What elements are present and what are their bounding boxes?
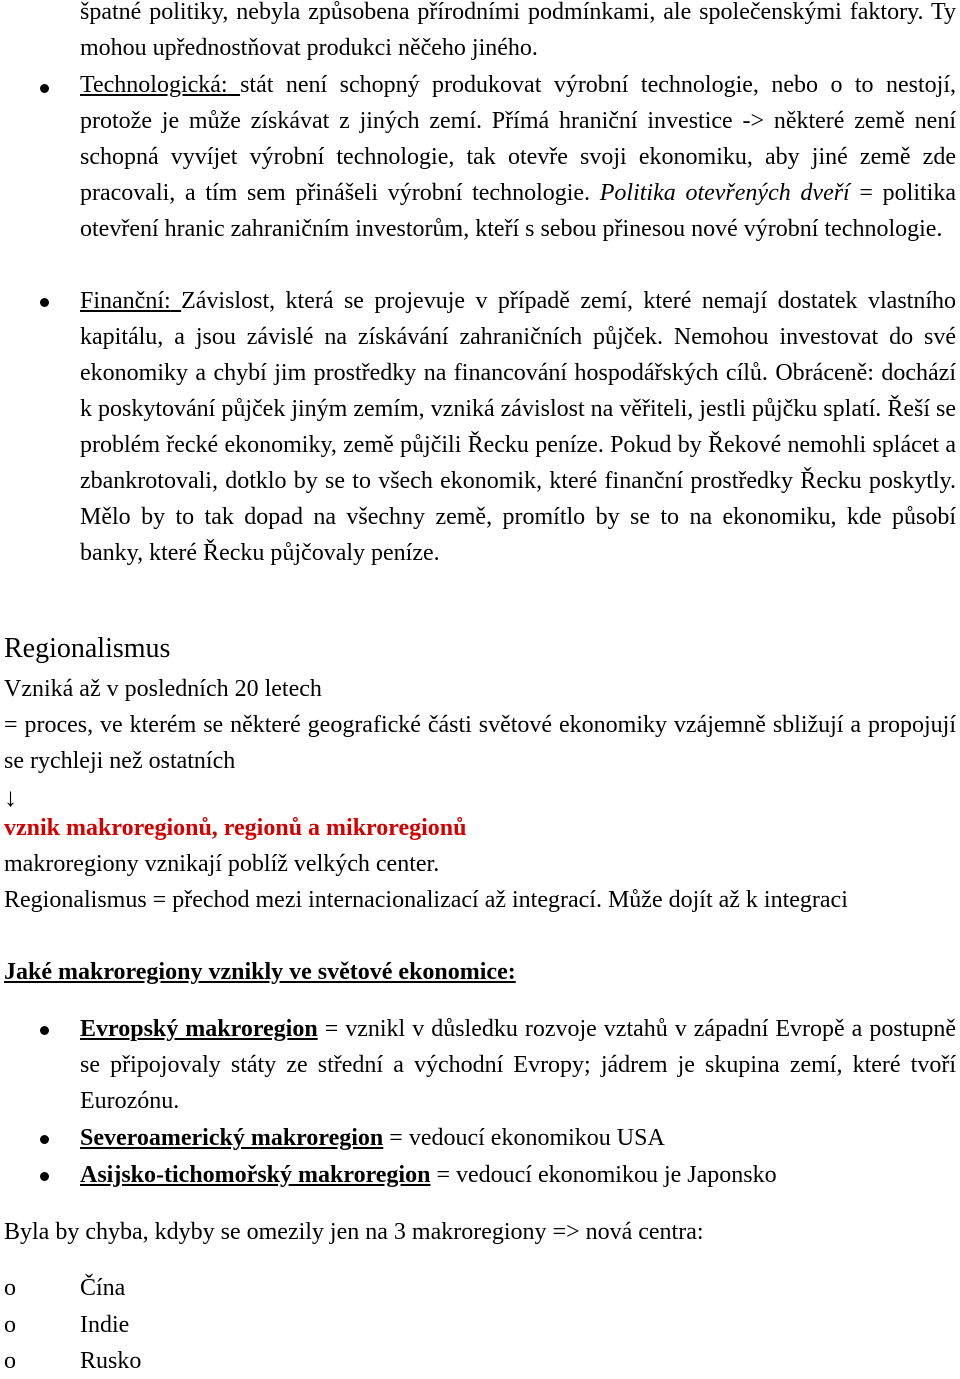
bullet-icon: [40, 84, 49, 93]
list-item-center: Rusko: [80, 1348, 142, 1374]
macroregion-note: makroregiony vznikají poblíž velkých center.: [4, 851, 440, 877]
intro-line: Vzniká až v posledních 20 letech: [4, 676, 322, 702]
arrow-down-icon: ↓: [4, 783, 17, 812]
technological-text-2: = politika otevření hranic zahraničním investorům, kteří s sebou přinesou nové výrobní technologie.: [80, 180, 956, 242]
region-text: = vznikl v důsledku rozvoje vztahů v západní Evropě a postupně se připojovaly státy ze střední a východní Evropy; jádrem je skupina zemí, které tvoří Eurozónu.: [80, 1016, 956, 1114]
highlight-line: vznik makroregionů, regionů a mikroregionů: [4, 815, 467, 841]
section-heading: Regionalismus: [4, 633, 171, 664]
list-item-region: [80, 1011, 956, 1119]
region-term: Evropský makroregion: [80, 1016, 318, 1042]
list-item-region: [80, 1157, 956, 1193]
subheading: Jaké makroregiony vznikly ve světové ekonomice:: [4, 959, 516, 985]
open-door-policy-term: Politika otevřených dveří: [599, 180, 850, 206]
list-item-region: [80, 1120, 956, 1156]
bullet-icon: [40, 1172, 49, 1181]
list-item-financial: [80, 283, 956, 571]
circle-bullet-icon: o: [4, 1312, 16, 1338]
bullet-icon: [40, 1135, 49, 1144]
region-text: = vedoucí ekonomikou je Japonsko: [430, 1162, 777, 1188]
continued-text: špatné politiky, nebyla způsobena přírodními podmínkami, ale společenskými faktory. Ty mohou upřednostňovat produkci něčeho jiného.: [80, 0, 956, 61]
definition-paragraph: = proces, ve kterém se některé geografické části světové ekonomiky vzájemně sbližují a propojují se rychleji než ostatních: [4, 712, 956, 774]
technological-text: stát není schopný produkovat výrobní technologie, nebo o to nestojí, protože je může získávat z jiných zemí. Přímá hraniční investice -> některé země není schopná vyvíjet výrobní technologie, tak otevře svoji ekonomiku, aby jiné země zde pracovali, a tím sem přinášeli výrobní technologie.: [80, 72, 957, 206]
list-item-center: Indie: [80, 1312, 130, 1338]
circle-bullet-icon: o: [4, 1348, 16, 1374]
region-term: Asijsko-tichomořský makroregion: [80, 1162, 431, 1188]
region-term: Severoamerický makroregion: [80, 1125, 384, 1151]
region-text: = vedoucí ekonomikou USA: [383, 1125, 665, 1151]
regionalism-definition: Regionalismus = přechod mezi internacionalizací až integrací. Může dojít až k integraci: [4, 887, 848, 913]
term-technological: Technologická:: [80, 72, 228, 98]
bullet-icon: [40, 1026, 49, 1035]
closing-line: Byla by chyba, kdyby se omezily jen na 3 makroregiony => nová centra:: [4, 1219, 704, 1245]
bullet-icon: [40, 298, 49, 307]
continued-paragraph: [80, 0, 956, 66]
financial-text: Závislost, která se projevuje v případě zemí, které nemají dostatek vlastního kapitálu, a jsou závislé na získávání zahraničních půjček. Nemohou investovat do své ekonomiky a chybí jim prostředky na financování hospodářských cílů. Obráceně: dochází k poskytování půjček jiným zemím, vzniká závislost na věřiteli, jestli půjčku splatí. Řeší se problém řecké ekonomiky, země půjčili Řecku peníze. Pokud by Řekové nemohli splácet a zbankrotovali, dotklo by se to všech ekonomik, které finanční prostředky Řecku poskytly. Mělo by to tak dopad na všechny země, promítlo by se to na ekonomiku, kde působí banky, které Řecku půjčovaly peníze.: [80, 288, 956, 566]
circle-bullet-icon: o: [4, 1275, 16, 1301]
list-item-center: Čína: [80, 1275, 126, 1301]
list-item-technological: [80, 67, 956, 247]
term-financial: Finanční:: [80, 288, 171, 314]
